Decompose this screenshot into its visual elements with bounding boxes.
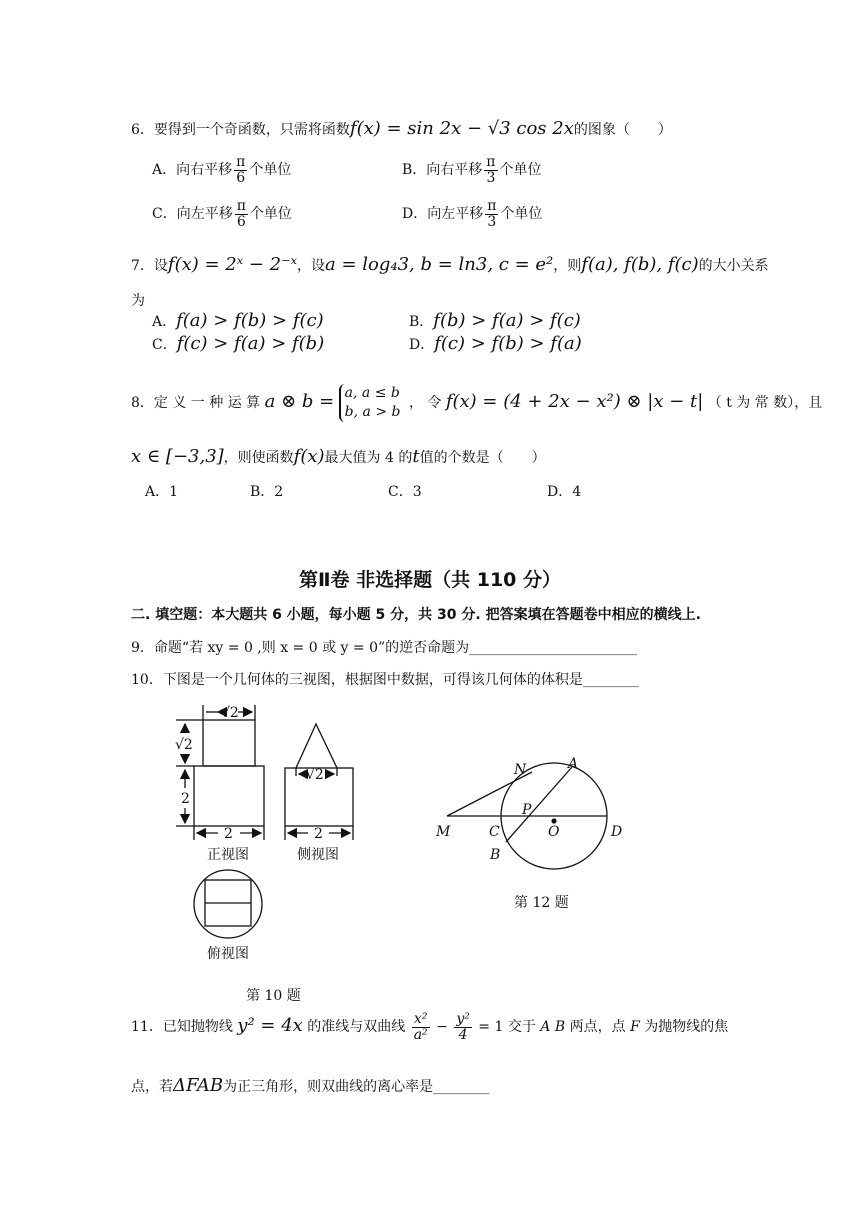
q8-stem-c: （ t 为 常 数），且 <box>707 394 823 411</box>
q7-option-b-label: B． <box>409 314 434 330</box>
q7-option-d <box>409 333 582 354</box>
q6-option-b-pre: B．向右平移 <box>402 162 483 179</box>
dim-2-side: 2 <box>314 826 323 842</box>
q11-stem-e: 为抛物线的焦 <box>644 1019 729 1036</box>
side-view-label: 侧视图 <box>297 847 339 863</box>
q11-triangle: ΔFAB <box>173 1075 224 1096</box>
dim-2-front: 2 <box>224 826 233 842</box>
q7-option-a-text: f(a) > f(b) > f(c) <box>176 310 324 331</box>
dim-sqrt2-side: √2 <box>306 767 324 783</box>
q7-option-c-label: C． <box>152 337 177 353</box>
dim-sqrt2-left: √2 <box>175 737 193 753</box>
q7-stem-a: 7．设 <box>131 258 168 274</box>
q6-option-c-pre: C．向左平移 <box>152 206 233 223</box>
q11-ab: A B <box>540 1019 566 1036</box>
q9 <box>131 637 637 657</box>
q7-vals: a = log₄3, b = ln3, c = e² <box>325 254 554 275</box>
q8-op: a ⊗ b = <box>264 390 335 412</box>
frac-num: x² <box>412 1012 430 1028</box>
q6-stem <box>131 118 672 139</box>
q6-formula: f(x) = sin 2x − √3 cos 2x <box>349 118 574 139</box>
fig12-caption: 第 12 题 <box>514 895 569 911</box>
section-title: 第Ⅱ卷 非选择题（共 110 分） <box>298 569 562 591</box>
q8-stem-line2 <box>131 446 546 467</box>
label-d: D <box>611 824 623 840</box>
q7-f-def: f(x) = 2ˣ − 2⁻ˣ <box>167 254 298 275</box>
q8-line2-c: 最大值为 4 的 <box>324 450 413 466</box>
q6-option-c-post: 个单位 <box>249 206 292 223</box>
q6-option-d-post: 个单位 <box>500 206 543 223</box>
q6-option-a-post: 个单位 <box>249 162 292 179</box>
q11-stem-d: 两点，点 <box>569 1019 626 1036</box>
q11-line2 <box>131 1075 489 1096</box>
frac-den: 6 <box>236 213 246 230</box>
q8-fx: f(x) <box>293 446 325 467</box>
q8-line2-d: 值的个数是（ ） <box>419 450 546 466</box>
q6-option-a-frac <box>234 155 247 185</box>
label-n: N <box>514 762 527 778</box>
front-view-label: 正视图 <box>207 847 249 863</box>
q8-option-c: C．3 <box>388 484 422 500</box>
frac-num: π <box>236 198 246 214</box>
q6-option-b-frac <box>484 155 497 185</box>
front-view-upper-box <box>203 720 255 766</box>
frac-den: 4 <box>458 1026 468 1043</box>
frac-num: π <box>486 154 496 170</box>
q8-cases <box>339 384 405 422</box>
q8-domain: x ∈ [−3,3] <box>131 446 224 467</box>
q7-option-b-text: f(b) > f(a) > f(c) <box>433 310 581 331</box>
q11-stem <box>131 1012 728 1042</box>
label-c: C <box>489 824 500 840</box>
circle-secant-figure <box>420 750 640 920</box>
q8-stem-a: 8．定 义 一 种 运 算 <box>131 394 261 411</box>
q7-stem-c: ，则 <box>553 258 582 274</box>
q8-line2-b: ，则使函数 <box>223 450 294 466</box>
q7-stem-d: 的大小关系 <box>698 258 769 274</box>
q11-minus: − <box>436 1019 448 1036</box>
q6-option-d-pre: D．向左平移 <box>402 206 484 223</box>
q11-blank[interactable]: ________ <box>433 1079 490 1095</box>
q9-text: 9．命题“若 xy = 0 ,则 x = 0 或 y = 0”的逆否命题为 <box>131 640 470 656</box>
dim-2-left: 2 <box>181 791 190 807</box>
q8-case1: a, a ≤ b <box>344 385 400 401</box>
q11-eq: = 1 <box>478 1019 504 1036</box>
q11-parabola: y² = 4x <box>237 1015 303 1037</box>
q10-blank[interactable]: ________ <box>582 672 639 688</box>
q7-option-c-text: f(c) > f(a) > f(b) <box>176 333 325 354</box>
q6-option-d-frac <box>485 199 498 229</box>
q7-option-b <box>409 310 581 331</box>
q11-frac-y <box>454 1012 472 1042</box>
fig10-caption: 第 10 题 <box>246 988 301 1004</box>
top-view-label: 俯视图 <box>207 946 249 962</box>
frac-num: π <box>236 154 246 170</box>
label-m: M <box>436 824 451 840</box>
q7-option-d-text: f(c) > f(b) > f(a) <box>434 333 582 354</box>
q8-stem <box>131 384 822 422</box>
label-o: O <box>548 824 560 840</box>
q6-option-c-frac <box>235 199 248 229</box>
q8-case2: b, a > b <box>344 403 401 420</box>
q7-args: f(a), f(b), f(c) <box>581 254 699 275</box>
q7-option-d-label: D． <box>409 337 435 353</box>
q9-blank[interactable]: ________________________ <box>469 640 638 656</box>
q11-line2-b: 为正三角形，则双曲线的离心率是 <box>223 1079 434 1095</box>
label-b: B <box>490 847 501 863</box>
q11-stem-b: 的准线与双曲线 <box>307 1019 406 1036</box>
frac-den: 6 <box>236 169 246 186</box>
q6-tail: 的图象（ ） <box>573 122 672 138</box>
q6-option-b <box>402 155 542 185</box>
q7-option-a-label: A． <box>152 314 177 330</box>
q7-stem-line2: 为 <box>131 293 145 309</box>
q11-stem-a: 11．已知抛物线 <box>131 1019 233 1036</box>
q7-option-a <box>152 310 324 331</box>
q10 <box>131 669 639 689</box>
q8-option-d: D．4 <box>547 484 582 500</box>
q6-stem-text: 6．要得到一个奇函数，只需将函数 <box>131 122 350 138</box>
line-mn <box>447 772 532 816</box>
frac-den: 3 <box>487 213 497 230</box>
q11-line2-a: 点，若 <box>131 1079 173 1095</box>
q11-f: F <box>630 1019 640 1036</box>
q10-text: 10．下图是一个几何体的三视图，根据图中数据，可得该几何体的体积是 <box>131 672 583 688</box>
q7-stem-b: ，设 <box>297 258 326 274</box>
front-view-lower-box <box>194 766 264 826</box>
frac-num: y² <box>456 1011 470 1027</box>
label-p: P <box>522 802 532 818</box>
q11-stem-c: 交于 <box>507 1019 536 1036</box>
q6-option-d <box>402 199 542 229</box>
q6-option-b-post: 个单位 <box>499 162 542 179</box>
q8-f-def: f(x) = (4 + 2x − x²) ⊗ |x − t| <box>445 390 704 412</box>
q7-stem <box>131 254 769 275</box>
side-view-triangle <box>296 724 337 768</box>
q8-t: t <box>412 446 420 467</box>
frac-num: π <box>487 198 497 214</box>
q6-option-a <box>152 155 291 185</box>
dim-sqrt2-top: √2 <box>221 705 239 721</box>
label-a: A <box>568 756 579 772</box>
q8-stem-b: ， 令 <box>408 394 442 411</box>
q6-option-a-pre: A．向右平移 <box>152 162 233 179</box>
q8-option-b: B．2 <box>250 484 284 500</box>
section-instructions: 二. 填空题：本大题共 6 小题，每小题 5 分，共 30 分. 把答案填在答题卷中相应的横线上. <box>131 607 701 623</box>
q6-option-c <box>152 199 292 229</box>
q8-option-a: A．1 <box>145 484 179 500</box>
q7-option-c <box>152 333 324 354</box>
frac-den: 3 <box>486 169 496 186</box>
q11-frac-x <box>412 1012 430 1042</box>
frac-den: a² <box>413 1026 428 1043</box>
three-view-figure <box>0 695 380 1015</box>
center-dot <box>551 818 556 823</box>
